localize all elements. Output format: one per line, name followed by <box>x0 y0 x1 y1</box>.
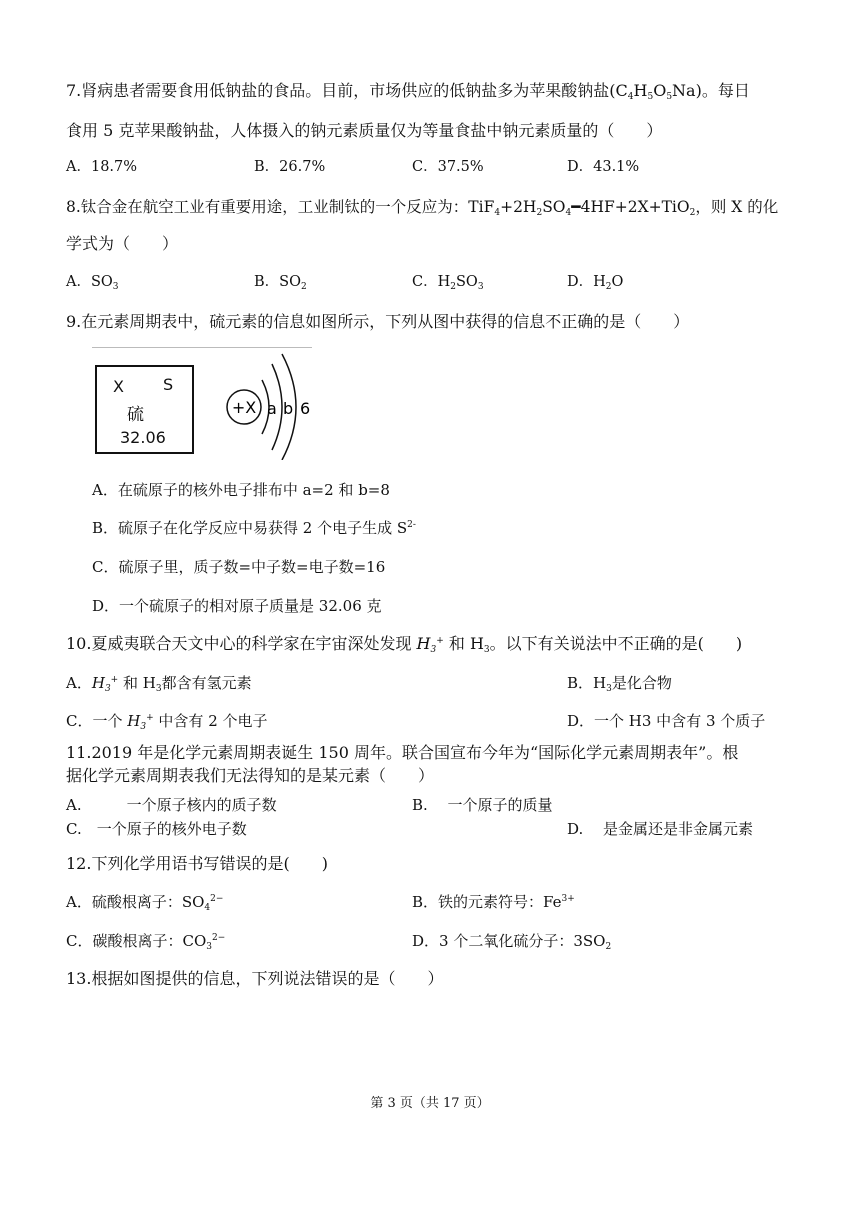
q7-sub: 5 <box>666 92 673 102</box>
q10-text: B．H <box>567 674 607 692</box>
q10-option-d: D．一个 H3 中含有 3 个质子 <box>567 712 766 730</box>
q8-sub: 2 <box>689 208 696 218</box>
q7-line-2: 食用 5 克苹果酸钠盐，人体摄入的钠元素质量仅为等量食盐中钠元素质量的（ ） <box>66 121 663 140</box>
q11-option-a: A. 一个原子核内的质子数 <box>66 796 277 814</box>
q8-opt-text: O <box>611 274 624 290</box>
q7-option-b: B．26.7% <box>254 159 326 175</box>
periodic-table-cell <box>95 365 194 454</box>
q8-sub: 2 <box>300 282 307 292</box>
nucleus-label: +X <box>231 398 257 417</box>
q7-option-c: C．37.5% <box>412 159 484 175</box>
ion-sup: + <box>146 713 154 723</box>
q8-sub: 4 <box>494 208 501 218</box>
ion-sup: + <box>110 675 119 685</box>
q11-line-2: 据化学元素周期表我们无法得知的是某元素（ ） <box>66 766 435 785</box>
q12-stem: 12.下列化学用语书写错误的是( ) <box>66 854 328 873</box>
element-symbol: S <box>163 375 174 394</box>
q8-text: +2H <box>500 198 537 216</box>
q10-sub: 3 <box>483 645 490 655</box>
q12-sup: 3+ <box>561 894 575 904</box>
q12-option-d <box>412 931 611 951</box>
q7-text-o: O <box>653 81 667 100</box>
q10-option-c <box>66 711 268 731</box>
q8-line-1 <box>66 197 778 217</box>
q13-stem: 13.根据如图提供的信息，下列说法错误的是（ ） <box>66 969 444 988</box>
q10-text: 中含有 2 个电子 <box>158 712 268 730</box>
q10-option-b <box>567 673 672 693</box>
q7-sub: 5 <box>647 92 654 102</box>
q8-option-b <box>254 272 307 292</box>
h3-ion <box>92 674 118 692</box>
q8-option-d <box>567 272 623 292</box>
q8-text: ，则 X 的化 <box>695 198 779 216</box>
q10-option-a <box>66 673 252 693</box>
q12-text: C．碳酸根离子：CO <box>66 932 207 950</box>
ion-sub: 3 <box>104 684 111 694</box>
q9-option-d: D．一个硫原子的相对原子质量是 32.06 克 <box>92 597 382 615</box>
q11-line-1: 11.2019 年是化学元素周期表诞生 150 周年。联合国宣布今年为“国际化学元素周期表年”。根 <box>66 743 739 762</box>
ion-sub: 3 <box>430 645 437 655</box>
q9-sup: 2- <box>407 520 416 530</box>
q8-sub: 2 <box>450 282 456 292</box>
q11-option-b: B. 一个原子的质量 <box>412 796 553 814</box>
q12-text: A．硫酸根离子：SO <box>66 893 205 911</box>
q7-text-b: Na)。每日 <box>672 81 750 100</box>
q12-text: B．铁的元素符号：Fe <box>412 893 562 911</box>
ion-symbol: H <box>127 712 141 730</box>
ion-sub: 3 <box>140 722 147 732</box>
q10-text: 都含有氢元素 <box>161 674 252 692</box>
q8-text: ━4HF+2X+TiO <box>571 198 690 216</box>
q10-text: 是化合物 <box>611 674 672 692</box>
q8-option-c <box>412 272 484 292</box>
q8-opt-text: D．H <box>567 274 606 290</box>
q8-text: SO <box>542 198 566 216</box>
q12-sub: 3 <box>206 942 212 952</box>
q8-text: 8.钛合金在航空工业有重要用途，工业制钛的一个反应为：TiF <box>66 198 495 216</box>
q9-option-b <box>92 518 416 538</box>
q7-option-d: D．43.1% <box>567 159 640 175</box>
atomic-number-label: X <box>113 377 124 396</box>
q12-option-a <box>66 892 223 912</box>
q10-text: 和 H <box>123 674 156 692</box>
q12-text: D．3 个二氧化硫分子：3SO <box>412 932 606 950</box>
q7-sub: 4 <box>627 92 634 102</box>
q8-line-2: 学式为（ ） <box>66 234 179 253</box>
q8-sub: 3 <box>112 282 119 292</box>
q8-opt-text: B．SO <box>254 274 301 290</box>
atomic-mass: 32.06 <box>120 428 166 447</box>
q8-opt-text: C．H <box>412 274 451 290</box>
q8-sub: 3 <box>477 282 484 292</box>
q11-option-c: C. 一个原子的核外电子数 <box>66 820 247 838</box>
q7-text-h: H <box>633 81 648 100</box>
q9-option-a: A．在硫原子的核外电子排布中 a=2 和 b=8 <box>92 481 390 499</box>
q12-sub: 2 <box>605 942 612 952</box>
q10-text: C．一个 <box>66 712 123 730</box>
q12-sup: 2− <box>212 933 226 943</box>
q9-option-c: C．硫原子里，质子数=中子数=电子数=16 <box>92 558 386 576</box>
atom-structure-diagram <box>222 350 322 460</box>
q10-text: 和 H <box>448 634 484 653</box>
shell-a-label: a <box>267 399 277 418</box>
q11-option-d: D. 是金属还是非金属元素 <box>567 820 754 838</box>
q7-line-1 <box>66 81 750 101</box>
q10-text: 10.夏威夷联合天文中心的科学家在宇宙深处发现 <box>66 634 412 653</box>
ion-sup: + <box>436 636 444 646</box>
figure-divider <box>92 347 312 348</box>
q10-text: 。以下有关说法中不正确的是( ) <box>489 634 743 653</box>
q10-sub: 3 <box>155 684 162 694</box>
q9-opt-text: B．硫原子在化学反应中易获得 2 个电子生成 S <box>92 519 408 537</box>
shell-c-label: 6 <box>300 399 311 418</box>
q9-stem: 9.在元素周期表中，硫元素的信息如图所示，下列从图中获得的信息不正确的是（ ） <box>66 312 690 331</box>
ion-symbol: H <box>91 674 105 692</box>
q8-sub: 2 <box>605 282 612 292</box>
h3-ion <box>127 712 153 730</box>
q7-option-a: A．18.7% <box>66 159 138 175</box>
h3-ion <box>417 634 444 653</box>
q12-option-c <box>66 931 225 951</box>
ion-symbol: H <box>416 634 431 653</box>
q10-stem <box>66 634 742 654</box>
page-footer: 第 3 页（共 17 页） <box>370 1096 490 1111</box>
q10-text: A． <box>66 674 92 692</box>
q8-opt-text: A．SO <box>66 274 113 290</box>
q12-sup: 2− <box>210 894 224 904</box>
q8-sub: 4 <box>565 208 572 218</box>
q12-option-b <box>412 892 575 912</box>
q10-sub: 3 <box>606 684 612 694</box>
element-name: 硫 <box>127 405 144 425</box>
q7-text-a: 7.肾病患者需要食用低钠盐的食品。目前，市场供应的低钠盐多为苹果酸钠盐(C <box>66 81 628 100</box>
q8-option-a <box>66 272 119 292</box>
q12-sub: 4 <box>204 903 211 913</box>
q8-sub: 2 <box>536 208 543 218</box>
q8-opt-text: SO <box>455 274 478 290</box>
shell-b-label: b <box>283 399 294 418</box>
